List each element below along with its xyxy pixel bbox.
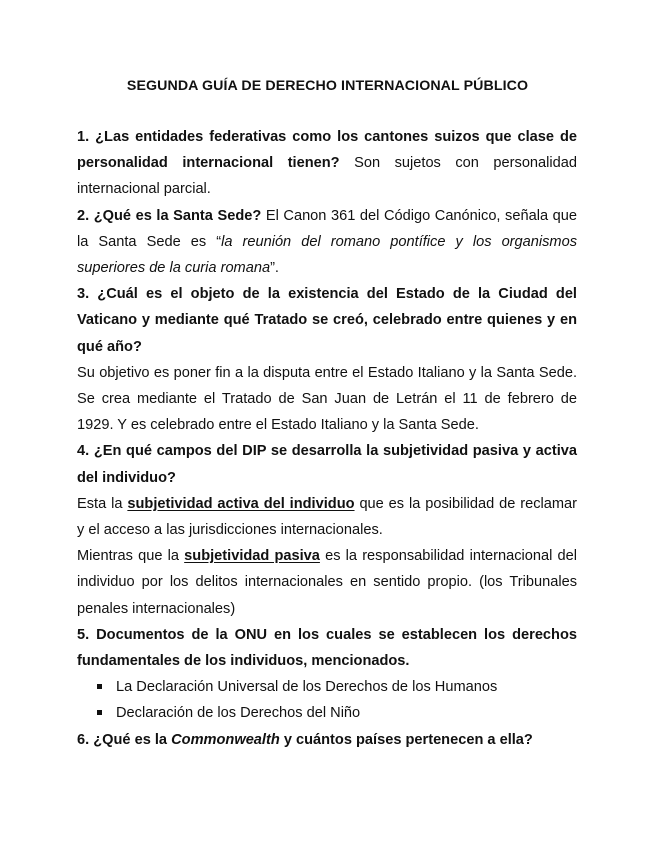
un-documents-list	[77, 674, 577, 726]
passive-subjectivity-term: subjetividad pasiva	[184, 548, 320, 565]
list-item: Declaración de los Derechos del Niño	[97, 700, 577, 726]
question-2: 2. ¿Qué es la Santa Sede?	[77, 207, 262, 224]
question-4: 4. ¿En qué campos del DIP se desarrolla la subjetividad pasiva y activa del individuo?	[77, 443, 577, 486]
answer-2-intro: El Canon 361 del Código Canónico, señala que la Santa Sede es “	[77, 207, 577, 250]
answer-4-active	[77, 491, 577, 543]
active-suffix: que es la posibilidad de reclamar y el acceso a las jurisdicciones internacionales.	[77, 495, 577, 539]
answer-2-end: ”.	[270, 260, 279, 277]
question-6	[77, 727, 577, 753]
passive-suffix: es la responsabilidad internacional del individuo por los delitos internacionales en sentido propio. (los Tribunales penales internacionales)	[77, 548, 577, 617]
question-2-block	[77, 203, 577, 282]
commonwealth-term: Commonwealth	[171, 731, 280, 748]
answer-4-passive	[77, 543, 577, 622]
answer-3: Su objetivo es poner fin a la disputa entre el Estado Italiano y la Santa Sede. Se crea mediante el Tratado de San Juan de Letrán el 11 de febrero de 1929. Y es celebrado entre el Estado Italiano y la Santa Sede.	[77, 364, 577, 434]
question-5: 5. Documentos de la ONU en los cuales se establecen los derechos fundamentales de los individuos, mencionados.	[77, 626, 577, 670]
document-body	[77, 124, 577, 753]
list-item: La Declaración Universal de los Derechos de los Humanos	[97, 674, 577, 700]
answer-2-quote: la reunión del romano pontífice y los organismos superiores de la curia romana	[77, 233, 578, 277]
question-3: 3. ¿Cuál es el objeto de la existencia del Estado de la Ciudad del Vaticano y mediante qué Tratado se creó, celebrado entre quienes y en qué año?	[77, 286, 577, 355]
document-title: SEGUNDA GUÍA DE DERECHO INTERNACIONAL PÚBLICO	[126, 78, 529, 94]
active-subjectivity-term: subjetividad activa del individuo	[127, 495, 355, 512]
question-6-suffix: y cuántos países pertenecen a ella?	[283, 731, 533, 748]
question-6-prefix: 6. ¿Qué es la	[77, 731, 168, 748]
passive-prefix: Mientras que la	[77, 548, 179, 565]
active-prefix: Esta la	[77, 495, 123, 512]
question-1: 1. ¿Las entidades federativas como los cantones suizos que clase de personalidad internacional tienen?	[77, 129, 577, 172]
answer-1: Son sujetos con personalidad internacional parcial.	[77, 155, 577, 198]
question-1-block	[77, 124, 577, 203]
